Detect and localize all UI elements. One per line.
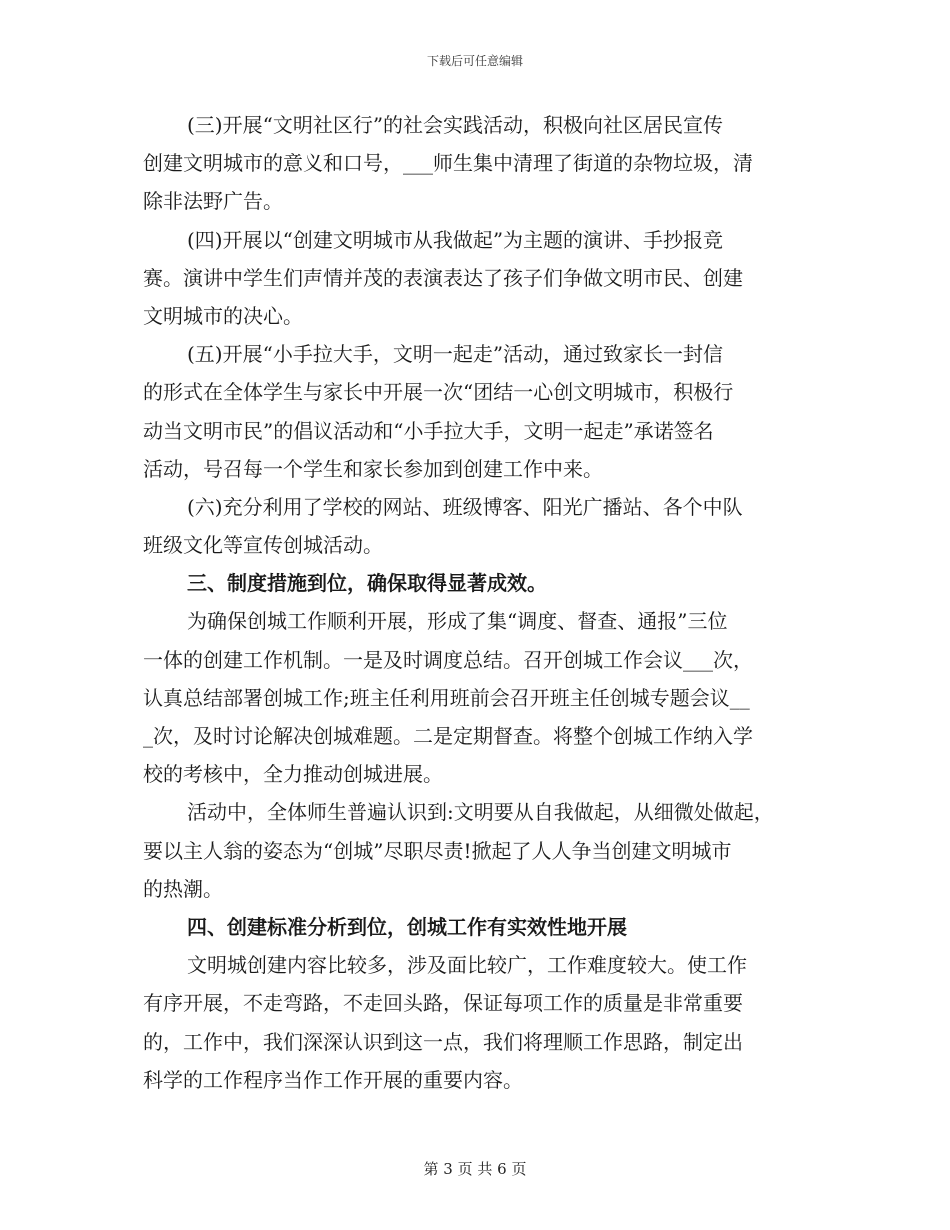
text-line: (五)开展“小手拉大手，文明一起走”活动，通过致家长一封信 bbox=[187, 342, 724, 367]
text-line: 赛。演讲中学生们声情并茂的表演表达了孩子们争做文明市民、创建 bbox=[143, 265, 743, 290]
document-body bbox=[143, 106, 803, 1099]
text-line: _次，及时讨论解决创城难题。二是定期督查。将整个创城工作纳入学 bbox=[143, 724, 753, 748]
text-line: 要以主人翁的姿态为“创城”尽职尽责!掀起了人人争当创建文明城市 bbox=[143, 838, 732, 863]
text-line: 活动，号召每一个学生和家长参加到创建工作中来。 bbox=[143, 456, 603, 481]
text-line: 活动中，全体师生普遍认识到:文明要从自我做起，从细微处做起， bbox=[187, 800, 774, 825]
text-line: 为确保创城工作顺利开展，形成了集“调度、督查、通报”三位 bbox=[187, 609, 728, 634]
text-line: 文明城市的决心。 bbox=[143, 303, 303, 328]
text-line: 创建文明城市的意义和口号，___师生集中清理了街道的杂物垃圾，清 bbox=[143, 151, 753, 176]
text-line: 科学的工作程序当作工作开展的重要内容。 bbox=[143, 1067, 523, 1092]
text-line: 有序开展，不走弯路，不走回头路，保证每项工作的质量是非常重要 bbox=[143, 991, 743, 1016]
text-line: (六)充分利用了学校的网站、班级博客、阳光广播站、各个中队 bbox=[187, 494, 743, 519]
text-line: 认真总结部署创城工作;班主任利用班前会召开班主任创城专题会议__ bbox=[143, 685, 750, 710]
text-line: 文明城创建内容比较多，涉及面比较广，工作难度较大。使工作 bbox=[187, 953, 747, 978]
text-line: 班级文化等宣传创城活动。 bbox=[143, 533, 383, 558]
text-line: 的形式在全体学生与家长中开展一次“团结一心创文明城市，积极行 bbox=[143, 380, 734, 405]
text-line: (三)开展“文明社区行”的社会实践活动，积极向社区居民宣传 bbox=[187, 113, 724, 137]
section-heading: 四、创建标准分析到位，创城工作有实效性地开展 bbox=[187, 914, 627, 939]
text-line: 一体的创建工作机制。一是及时调度总结。召开创城工作会议___次， bbox=[143, 647, 753, 672]
text-line: 校的考核中，全力推动创城进展。 bbox=[143, 762, 443, 787]
text-line: 除非法野广告。 bbox=[143, 189, 283, 214]
page-indicator: 第 3 页 共 6 页 bbox=[423, 1160, 527, 1178]
download-note: 下载后可任意编辑 bbox=[426, 54, 523, 68]
text-line: (四)开展以“创建文明城市从我做起”为主题的演讲、手抄报竞 bbox=[187, 227, 724, 252]
section-heading: 三、制度措施到位，确保取得显著成效。 bbox=[187, 571, 547, 596]
text-line: 的，工作中，我们深深认识到这一点，我们将理顺工作思路，制定出 bbox=[143, 1029, 743, 1054]
text-line: 动当文明市民”的倡议活动和“小手拉大手，文明一起走”承诺签名 bbox=[143, 418, 714, 443]
text-line: 的热潮。 bbox=[143, 876, 223, 901]
